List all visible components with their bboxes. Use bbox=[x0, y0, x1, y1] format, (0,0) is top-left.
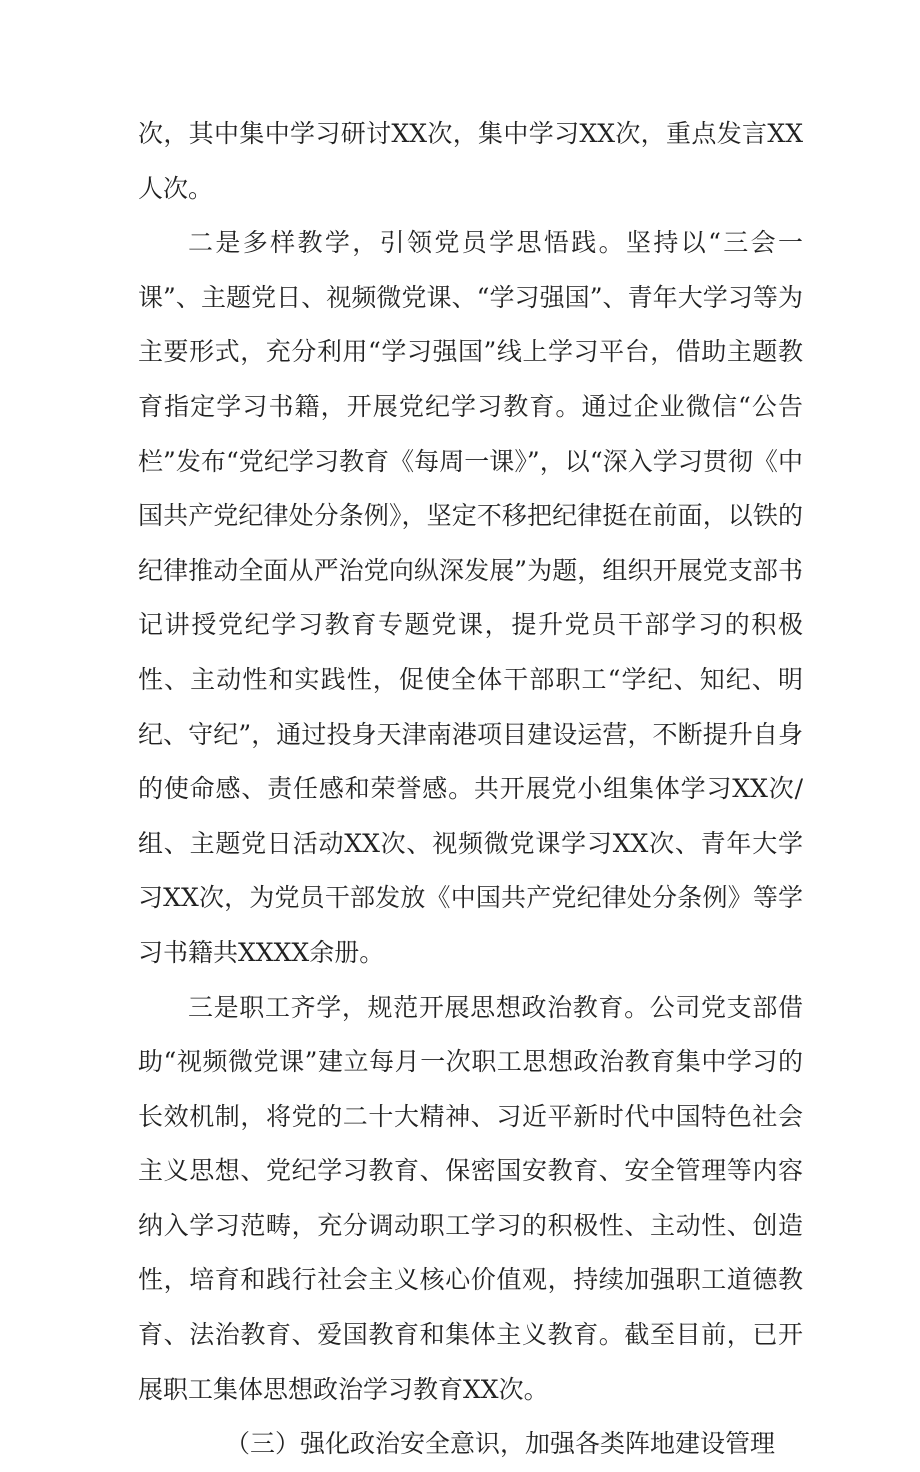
section-heading: （三）强化政治安全意识，加强各类阵地建设管理 bbox=[225, 1429, 776, 1459]
paragraph-staff-learning: 三是职工齐学，规范开展思想政治教育。公司党支部借助“视频微党课”建立每月一次职工思想政治教育集中学习的长效机制，将党的二十大精神、习近平新时代中国特色社会主义思想、党纪学习教育、保密国安教育、安全管理等内容纳入学习范畴，充分调动职工学习的积极性、主动性、创造性，培育和践行社会主义核心价值观，持续加强职工道德教育、法治教育、爱国教育和集体主义教育。截至目前，已开展职工集体思想政治学习教育XX次。 bbox=[138, 992, 803, 1404]
paragraph-diverse-teaching: 二是多样教学，引领党员学思悟践。坚持以“三会一课”、主题党日、视频微党课、“学习强国”、青年大学习等为主要形式，充分利用“学习强国”线上学习平台，借助主题教育指定学习书籍，开展党纪学习教育。通过企业微信“公告栏”发布“党纪学习教育《每周一课》”，以“深入学习贯彻《中国共产党纪律处分条例》，坚定不移把纪律挺在前面，以铁的纪律推动全面从严治党向纵深发展”为题，组织开展党支部书记讲授党纪学习教育专题党课，提升党员干部学习的积极性、主动性和实践性，促使全体干部职工“学纪、知纪、明纪、守纪”，通过投身天津南港项目建设运营，不断提升自身的使命感、责任感和荣誉感。共开展党小组集体学习XX次/组、主题党日活动XX次、视频微党课学习XX次、青年大学习XX次，为党员干部发放《中国共产党纪律处分条例》等学习书籍共XXXX余册。 bbox=[138, 228, 803, 967]
paragraph-continuation: 次，其中集中学习研讨XX次，集中学习XX次，重点发言XX人次。 bbox=[138, 119, 803, 203]
document-body bbox=[138, 107, 803, 1472]
